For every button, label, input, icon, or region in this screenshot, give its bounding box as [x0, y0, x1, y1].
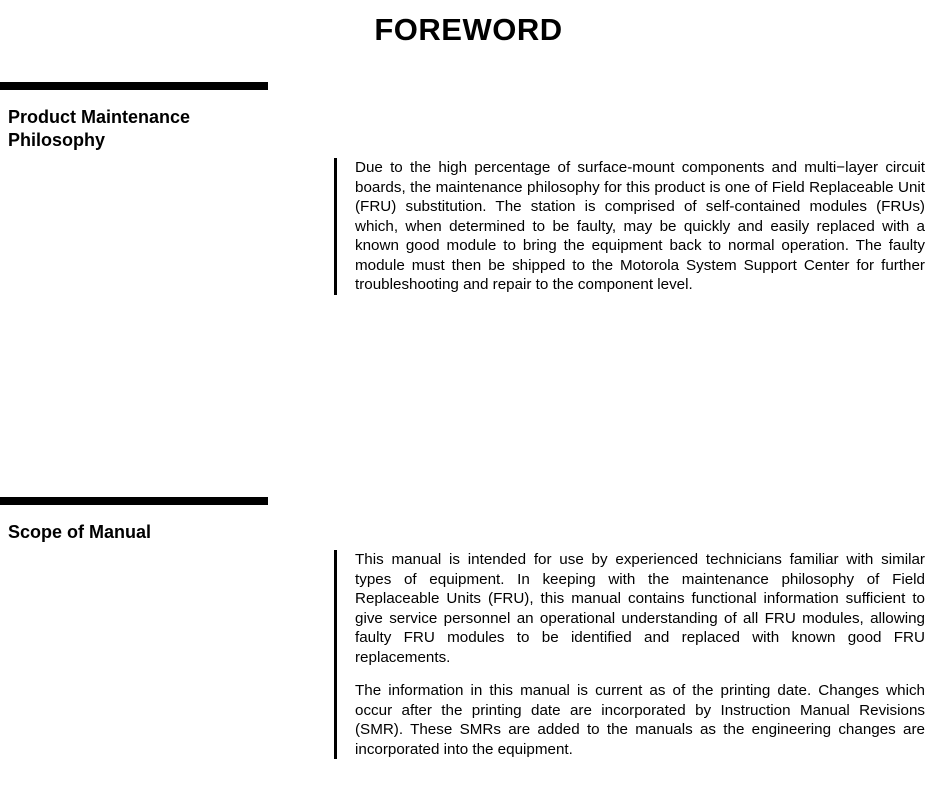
- paragraph-scope-intro: This manual is intended for use by experienced technicians familiar with similar types of equipment. In keeping with the maintenance philosophy of Field Replaceable Units (FRU), this manual contains functional information sufficient to give service personnel an operational understanding of all FRU modules, allowing faulty FRU modules to be identified and replaced with known good FRU replacements.: [355, 551, 925, 666]
- page-title: FOREWORD: [374, 12, 563, 47]
- paragraph-maintenance-philosophy: Due to the high percentage of surface-mount components and multi−layer circuit boards, the maintenance philosophy for this product is one of Field Replaceable Unit (FRU) substitution. The station is comprised of self-contained modules (FRUs) which, when determined to be faulty, may be quickly and easily replaced with a known good module to bring the equipment back to normal operation. The faulty module must then be shipped to the Motorola System Support Center for further troubleshooting and repair to the component level.: [355, 159, 925, 293]
- paragraph-scope-revisions: The information in this manual is current as of the printing date. Changes which occur after the printing date are incorporated by Instruction Manual Revisions (SMR). These SMRs are added to the manuals as the engineering changes are incorporated into the equipment.: [355, 682, 925, 758]
- section-divider-scope: [0, 497, 268, 505]
- section-body-maintenance: [334, 158, 925, 295]
- section-divider-maintenance: [0, 82, 268, 90]
- section-body-scope: [334, 550, 925, 759]
- section-heading-scope: Scope of Manual: [8, 522, 152, 542]
- section-heading-maintenance: Product Maintenance Philosophy: [8, 107, 191, 150]
